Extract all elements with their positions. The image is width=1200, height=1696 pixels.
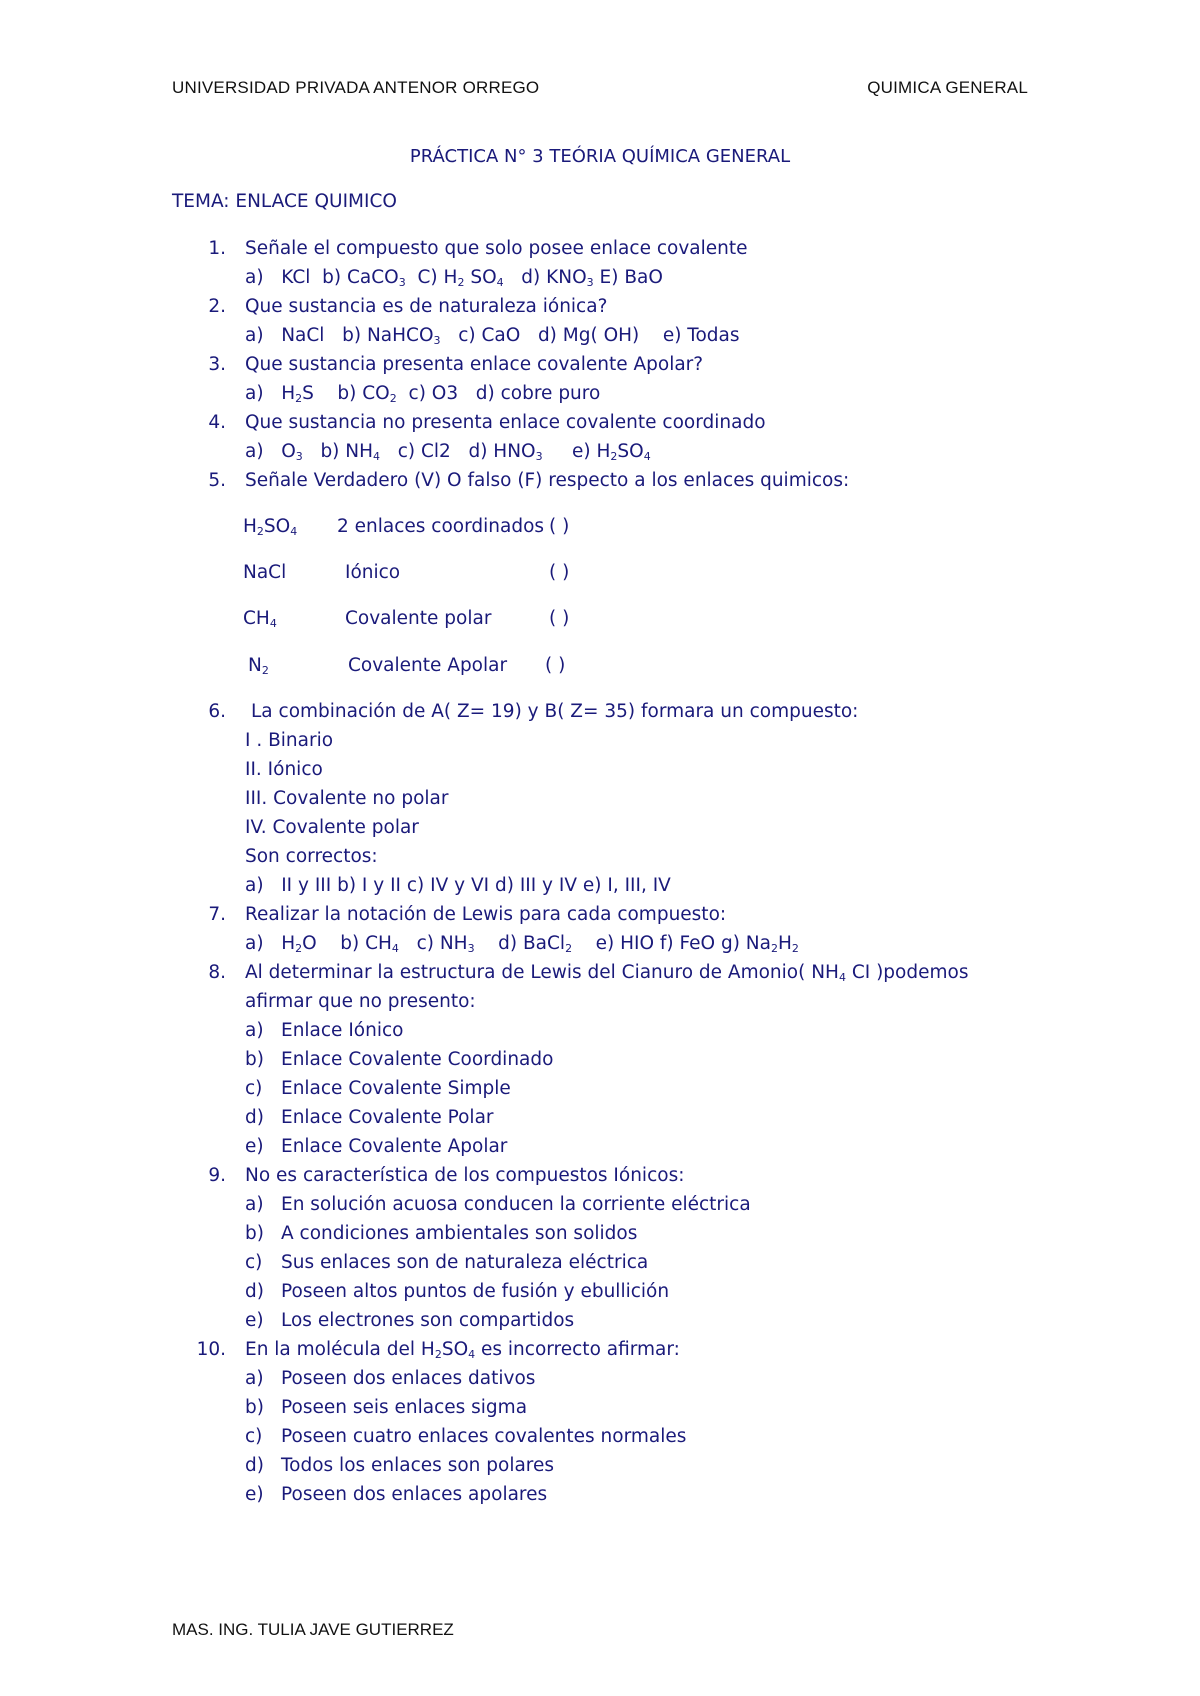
topic-heading: TEMA: ENLACE QUIMICO bbox=[172, 191, 397, 212]
question-number: 1. bbox=[208, 238, 226, 259]
option-text: Enlace Covalente Polar bbox=[281, 1107, 494, 1128]
statement: III. Covalente no polar bbox=[245, 788, 449, 809]
question-number: 7. bbox=[208, 904, 226, 925]
options-line: a) $H_2S$ b) $CO_2$ c) O3 d) cobre puro bbox=[245, 383, 601, 405]
option-text: Poseen seis enlaces sigma bbox=[281, 1397, 528, 1418]
question-text: Señale el compuesto que solo posee enlace covalente bbox=[245, 238, 748, 259]
options-line: a) $H_2O$ b) $CH_4$ c) $NH_3$ d) BaCl$_2$ e) HIO f) FeO g) $Na_2H_2$ bbox=[245, 933, 799, 955]
statement: IV. Covalente polar bbox=[245, 817, 419, 838]
option-text: Poseen altos puntos de fusión y ebullición bbox=[281, 1281, 670, 1302]
option-letter: b) bbox=[245, 1223, 264, 1244]
option-text: Enlace Covalente Coordinado bbox=[281, 1049, 554, 1070]
question-text: No es característica de los compuestos Iónicos: bbox=[245, 1165, 685, 1186]
question-number: 4. bbox=[208, 412, 226, 433]
answer-blank[interactable]: ( ) bbox=[549, 608, 570, 629]
option-letter: e) bbox=[245, 1136, 264, 1157]
option-letter: e) bbox=[245, 1484, 264, 1505]
option-letter: b) bbox=[245, 1397, 264, 1418]
header-course: QUIMICA GENERAL bbox=[867, 78, 1028, 97]
option-letter: b) bbox=[245, 1049, 264, 1070]
option-letter: d) bbox=[245, 1455, 264, 1476]
option-text: A condiciones ambientales son solidos bbox=[281, 1223, 638, 1244]
question-number: 3. bbox=[208, 354, 226, 375]
option-letter: e) bbox=[245, 1310, 264, 1331]
options-line: a) KCl b) CaCO$_3$ C) $H_2$ $SO_4$ d) $KNO_3$ E) BaO bbox=[245, 267, 663, 289]
option-text: Sus enlaces son de naturaleza eléctrica bbox=[281, 1252, 649, 1273]
question-number: 5. bbox=[208, 470, 226, 491]
option-text: Poseen cuatro enlaces covalentes normales bbox=[281, 1426, 687, 1447]
question-text: En la molécula del $H_2SO_4$ es incorrecto afirmar: bbox=[245, 1339, 680, 1361]
question-text: Que sustancia no presenta enlace covalente coordinado bbox=[245, 412, 766, 433]
statement: I . Binario bbox=[245, 730, 334, 751]
options-line: a) $O_3$ b) $NH_4$ c) Cl2 d) $HNO_3$ e) $H_2SO_4$ bbox=[245, 441, 651, 463]
question-number: 8. bbox=[208, 962, 226, 983]
bond-type: 2 enlaces coordinados bbox=[337, 516, 545, 537]
option-text: Enlace Covalente Simple bbox=[281, 1078, 511, 1099]
header-university: UNIVERSIDAD PRIVADA ANTENOR ORREGO bbox=[172, 78, 540, 97]
answer-blank[interactable]: ( ) bbox=[545, 655, 566, 676]
option-text: Enlace Iónico bbox=[281, 1020, 404, 1041]
options-line: a) II y III b) I y II c) IV y VI d) III y IV e) I, III, IV bbox=[245, 875, 671, 896]
question-text: Señale Verdadero (V) O falso (F) respecto a los enlaces quimicos: bbox=[245, 470, 850, 491]
statement: II. Iónico bbox=[245, 759, 323, 780]
footer-author: MAS. ING. TULIA JAVE GUTIERREZ bbox=[172, 1620, 454, 1639]
options-line: a) NaCl b) NaHCO$_3$ c) CaO d) Mg( OH) e) Todas bbox=[245, 325, 740, 347]
option-letter: a) bbox=[245, 1020, 264, 1041]
option-text: En solución acuosa conducen la corriente eléctrica bbox=[281, 1194, 751, 1215]
question-number: 10. bbox=[196, 1339, 226, 1360]
option-letter: c) bbox=[245, 1078, 263, 1099]
page-title: PRÁCTICA N° 3 TEÓRIA QUÍMICA GENERAL bbox=[409, 146, 791, 167]
question-text: La combinación de A( Z= 19) y B( Z= 35) formara un compuesto: bbox=[251, 701, 859, 722]
answer-blank[interactable]: ( ) bbox=[549, 562, 570, 583]
option-letter: a) bbox=[245, 1194, 264, 1215]
question-text: Que sustancia presenta enlace covalente Apolar? bbox=[245, 354, 704, 375]
bond-type: Covalente polar bbox=[345, 608, 492, 629]
option-letter: c) bbox=[245, 1426, 263, 1447]
formula: $CH_4$ bbox=[243, 608, 277, 630]
formula: NaCl bbox=[243, 562, 287, 583]
question-number: 2. bbox=[208, 296, 226, 317]
question-text: Que sustancia es de naturaleza iónica? bbox=[245, 296, 608, 317]
formula: $N_2$ bbox=[248, 655, 269, 677]
question-text-continued: afirmar que no presento: bbox=[245, 991, 476, 1012]
option-text: Los electrones son compartidos bbox=[281, 1310, 575, 1331]
option-letter: c) bbox=[245, 1252, 263, 1273]
option-text: Poseen dos enlaces dativos bbox=[281, 1368, 536, 1389]
bond-type: Iónico bbox=[345, 562, 401, 583]
bond-type: Covalente Apolar bbox=[348, 655, 508, 676]
option-letter: a) bbox=[245, 1368, 264, 1389]
question-number: 6. bbox=[208, 701, 226, 722]
question-number: 9. bbox=[208, 1165, 226, 1186]
option-letter: d) bbox=[245, 1281, 264, 1302]
option-text: Enlace Covalente Apolar bbox=[281, 1136, 508, 1157]
question-text: Al determinar la estructura de Lewis del Cianuro de Amonio( $NH_4$ CI )podemos bbox=[245, 962, 969, 984]
option-text: Poseen dos enlaces apolares bbox=[281, 1484, 548, 1505]
option-letter: d) bbox=[245, 1107, 264, 1128]
formula: $H_2SO_4$ bbox=[243, 516, 298, 538]
statement: Son correctos: bbox=[245, 846, 378, 867]
option-text: Todos los enlaces son polares bbox=[281, 1455, 555, 1476]
answer-blank[interactable]: ( ) bbox=[549, 516, 570, 537]
question-text: Realizar la notación de Lewis para cada compuesto: bbox=[245, 904, 727, 925]
